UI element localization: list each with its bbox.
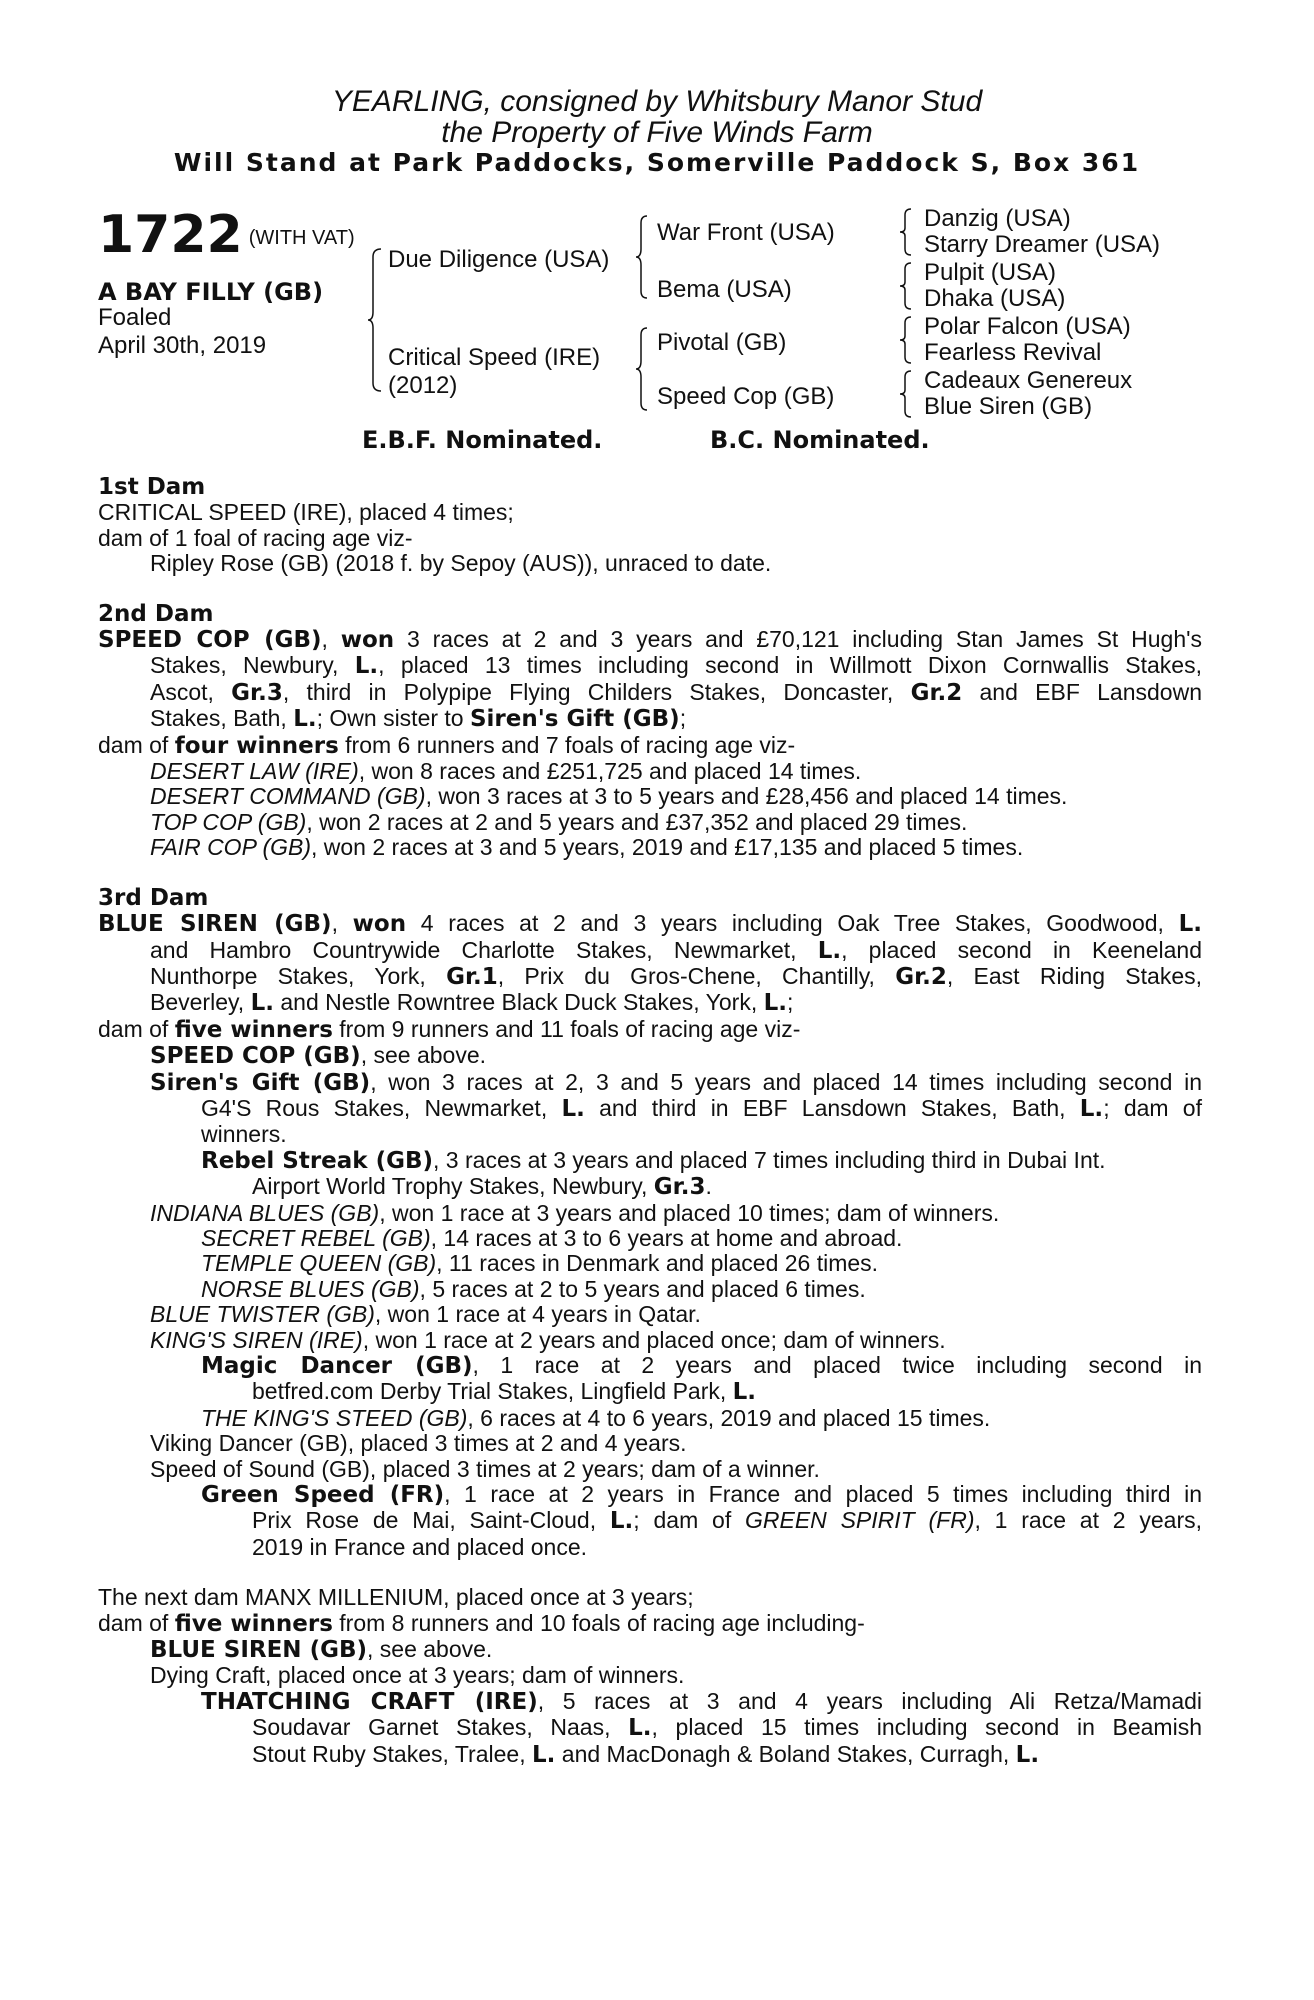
property-line: the Property of Five Winds Farm: [441, 116, 873, 149]
dam-record-line: Stakes, Bath, L.; Own sister to Siren's Gift (GB);: [150, 705, 687, 733]
pedigree-gen3-7: Cadeaux Genereux: [924, 367, 1133, 394]
vat-label: (WITH VAT): [248, 227, 355, 249]
progeny-entry: SPEED COP (GB), see above.: [150, 1042, 486, 1070]
lot-number: 1722 (WITH VAT): [98, 205, 355, 265]
pedigree-gen2-2: Bema (USA): [657, 276, 792, 303]
pedigree-gen3-8: Blue Siren (GB): [924, 393, 1093, 420]
bracket-gen3-2: [900, 262, 912, 310]
progeny-entry: DESERT LAW (IRE), won 8 races and £251,725 and placed 14 times.: [150, 758, 862, 785]
horse-name: A BAY FILLY (GB): [98, 278, 324, 306]
pedigree-gen3-5: Polar Falcon (USA): [924, 313, 1131, 340]
pedigree-sire: Due Diligence (USA): [388, 246, 610, 273]
progeny-entry: DESERT COMMAND (GB), won 3 races at 3 to 5 years and £28,456 and placed 14 times.: [150, 783, 1068, 810]
dam-record-line: and Hambro Countrywide Charlotte Stakes, Newmarket, L., placed second in Keeneland: [150, 936, 1202, 964]
progeny-entry: Airport World Trophy Stakes, Newbury, Gr.3.: [252, 1173, 712, 1201]
section-heading: 3rd Dam: [98, 884, 209, 911]
progeny-entry: Speed of Sound (GB), placed 3 times at 2 years; dam of a winner.: [150, 1455, 820, 1482]
dam-record-line: Nunthorpe Stakes, York, Gr.1, Prix du Gros-Chene, Chantilly, Gr.2, East Riding Stakes,: [150, 962, 1202, 990]
progeny-entry: SECRET REBEL (GB), 14 races at 3 to 6 years at home and abroad.: [201, 1224, 903, 1251]
catalogue-body: [98, 475, 1202, 1793]
dam-record-line: Ascot, Gr.3, third in Polypipe Flying Childers Stakes, Doncaster, Gr.2 and EBF Lansdown: [150, 678, 1202, 706]
progeny-entry: Dying Craft, placed once at 3 years; dam of winners.: [150, 1662, 685, 1689]
consignor-line: YEARLING, consigned by Whitsbury Manor Stud: [331, 85, 983, 118]
first-dam-progeny: Ripley Rose (GB) (2018 f. by Sepoy (AUS)), unraced to date.: [150, 550, 772, 577]
progeny-entry: Rebel Streak (GB), 3 races at 3 years and placed 7 times including third in Dubai Int.: [201, 1146, 1106, 1174]
pedigree-gen2-1: War Front (USA): [657, 219, 835, 246]
section-heading: 2nd Dam: [98, 600, 214, 627]
progeny-entry: winners.: [201, 1121, 287, 1148]
bracket-gen2-top: [636, 215, 648, 299]
section-heading: 1st Dam: [98, 474, 206, 500]
foaled-info: Foaled April 30th, 2019: [98, 304, 267, 359]
progeny-entry: THE KING'S STEED (GB), 6 races at 4 to 6 years, 2019 and placed 15 times.: [201, 1404, 991, 1431]
progeny-entry: Siren's Gift (GB), won 3 races at 2, 3 and 5 years and placed 14 times including second in: [150, 1068, 1202, 1096]
progeny-entry: G4'S Rous Stakes, Newmarket, L. and third in EBF Lansdown Stakes, Bath, L.; dam of: [201, 1094, 1202, 1122]
dam-record-line: The next dam MANX MILLENIUM, placed once at 3 years;: [98, 1584, 694, 1611]
pedigree-dam: Critical Speed (IRE): [388, 344, 601, 371]
progeny-entry: Stout Ruby Stakes, Tralee, L. and MacDonagh & Boland Stakes, Curragh, L.: [252, 1740, 1040, 1768]
progeny-entry: 2019 in France and placed once.: [252, 1533, 588, 1560]
progeny-entry: INDIANA BLUES (GB), won 1 race at 3 years and placed 10 times; dam of winners.: [150, 1199, 1000, 1226]
first-dam-line: dam of 1 foal of racing age viz-: [98, 524, 413, 551]
progeny-entry: NORSE BLUES (GB), 5 races at 2 to 5 years and placed 6 times.: [201, 1275, 866, 1302]
progeny-entry: Magic Dancer (GB), 1 race at 2 years and placed twice including second in: [201, 1352, 1202, 1379]
first-dam-section: [98, 475, 1202, 577]
dam-record-line: BLUE SIREN (GB), won 4 races at 2 and 3 years including Oak Tree Stakes, Goodwood, L.: [98, 910, 1203, 938]
first-dam-line: CRITICAL SPEED (IRE), placed 4 times;: [98, 499, 514, 526]
pedigree-gen3-6: Fearless Revival: [924, 339, 1102, 366]
progeny-entry: BLUE TWISTER (GB), won 1 race at 4 years in Qatar.: [150, 1301, 701, 1328]
third-dam-section: [98, 886, 1202, 1561]
progeny-entry: TOP COP (GB), won 2 races at 2 and 5 years and £37,352 and placed 29 times.: [150, 808, 968, 835]
pedigree-gen3-1: Danzig (USA): [924, 205, 1071, 232]
progeny-entry: KING'S SIREN (IRE), won 1 race at 2 years and placed once; dam of winners.: [150, 1326, 946, 1353]
bracket-gen1: [370, 248, 382, 392]
pedigree-gen3-2: Starry Dreamer (USA): [924, 231, 1161, 258]
bracket-gen2-bottom: [636, 327, 648, 411]
progeny-entry: Viking Dancer (GB), placed 3 times at 2 and 4 years.: [150, 1430, 687, 1457]
progeny-entry: FAIR COP (GB), won 2 races at 3 and 5 years, 2019 and £17,135 and placed 5 times.: [150, 834, 1024, 861]
bc-nomination: B.C. Nominated.: [710, 426, 930, 454]
pedigree-gen3-4: Dhaka (USA): [924, 285, 1066, 312]
ebf-nomination: E.B.F. Nominated.: [362, 426, 603, 454]
dam-record-line: Stakes, Newbury, L., placed 13 times including second in Willmott Dixon Cornwallis Stakes,: [150, 652, 1202, 680]
pedigree-dam-year: (2012): [388, 372, 458, 399]
dam-record-line: Beverley, L. and Nestle Rowntree Black Duck Stakes, York, L.;: [150, 989, 794, 1017]
progeny-entry: BLUE SIREN (GB), see above.: [150, 1636, 493, 1664]
dam-summary-line: dam of four winners from 6 runners and 7 foals of racing age viz-: [98, 731, 796, 759]
next-dam-section: [98, 1585, 1202, 1768]
location-line: Will Stand at Park Paddocks, Somerville Paddock S, Box 361: [173, 148, 1141, 177]
pedigree-gen2-3: Pivotal (GB): [657, 329, 787, 356]
progeny-entry: betfred.com Derby Trial Stakes, Lingfield Park, L.: [252, 1378, 757, 1406]
dam-record-line: SPEED COP (GB), won 3 races at 2 and 3 years and £70,121 including Stan James St Hugh's: [98, 626, 1202, 654]
bracket-gen3-3: [900, 316, 912, 364]
progeny-entry: Soudavar Garnet Stakes, Naas, L., placed 15 times including second in Beamish: [252, 1714, 1202, 1742]
pedigree-gen3-3: Pulpit (USA): [924, 259, 1057, 286]
second-dam-section: [98, 602, 1202, 861]
progeny-entry: THATCHING CRAFT (IRE), 5 races at 3 and 4 years including Ali Retza/Mamadi: [201, 1687, 1203, 1715]
dam-summary-line: dam of five winners from 8 runners and 10 foals of racing age including-: [98, 1609, 865, 1637]
progeny-entry: TEMPLE QUEEN (GB), 11 races in Denmark and placed 26 times.: [201, 1250, 879, 1277]
progeny-entry: Prix Rose de Mai, Saint-Cloud, L.; dam of GREEN SPIRIT (FR), 1 race at 2 years,: [252, 1507, 1202, 1535]
progeny-entry: Green Speed (FR), 1 race at 2 years in France and placed 5 times including third in: [201, 1481, 1202, 1509]
bracket-gen3-1: [900, 208, 912, 256]
bracket-gen3-4: [900, 370, 912, 418]
dam-summary-line: dam of five winners from 9 runners and 11 foals of racing age viz-: [98, 1015, 801, 1043]
pedigree-gen2-4: Speed Cop (GB): [657, 383, 835, 410]
